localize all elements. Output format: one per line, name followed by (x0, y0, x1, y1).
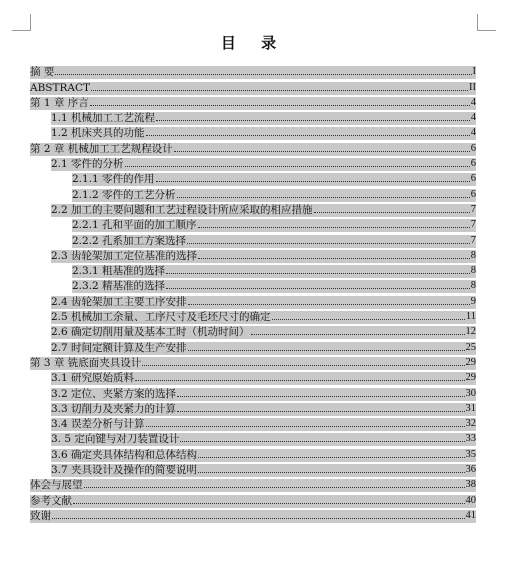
toc-page-number: 7 (470, 219, 476, 231)
toc-entry-title: 2.4 齿轮架加工主要工序安排 (51, 295, 187, 308)
toc-entry-field[interactable] (51, 388, 476, 401)
toc-dot-leader (187, 242, 470, 244)
toc-dot-leader (142, 364, 464, 366)
toc-entry[interactable] (30, 401, 476, 416)
toc-entry-field[interactable] (51, 403, 476, 416)
toc-entry[interactable] (30, 431, 476, 446)
toc-entry-field[interactable] (51, 372, 476, 385)
toc-entry[interactable] (30, 110, 476, 125)
page-corner-mark-left (12, 14, 31, 31)
toc-entry-field[interactable] (30, 495, 476, 508)
toc-entry-title: 第 2 章 机械加工工艺规程设计 (30, 142, 173, 155)
toc-entry[interactable] (30, 492, 476, 507)
toc-dot-leader (156, 180, 470, 182)
toc-page-number: 6 (470, 158, 476, 170)
toc-entry[interactable] (30, 370, 476, 385)
toc-entry[interactable] (30, 171, 476, 186)
toc-page-number: 40 (465, 494, 476, 506)
toc-entry-title: 3. 5 定向键与对刀装置设计 (51, 433, 180, 446)
toc-entry[interactable] (30, 508, 476, 523)
toc-entry-field[interactable] (51, 250, 476, 263)
table-of-contents (30, 64, 476, 523)
toc-page-number: 30 (465, 387, 476, 399)
toc-entry-title: 1.2 机床夹具的功能 (51, 127, 145, 140)
toc-entry-title: 3.6 确定夹具体结构和总体结构 (51, 448, 198, 461)
toc-entry[interactable] (30, 202, 476, 217)
toc-page-number: 36 (465, 464, 476, 476)
toc-entry-field[interactable] (72, 219, 476, 232)
toc-entry-field[interactable] (51, 204, 476, 217)
toc-entry[interactable] (30, 278, 476, 293)
toc-page-number: 31 (465, 402, 476, 414)
toc-dot-leader (272, 318, 465, 320)
toc-dot-leader (174, 150, 470, 152)
toc-entry-field[interactable] (30, 143, 476, 156)
toc-entry[interactable] (30, 339, 476, 354)
toc-entry[interactable] (30, 309, 476, 324)
toc-entry-field[interactable] (72, 235, 476, 248)
toc-entry[interactable] (30, 95, 476, 110)
toc-entry-field[interactable] (30, 357, 476, 370)
toc-entry-title: 2.7 时间定额计算及生产安排 (51, 341, 187, 354)
toc-page-number: 12 (465, 326, 476, 338)
toc-dot-leader (314, 211, 470, 213)
toc-entry-field[interactable] (51, 464, 476, 477)
toc-page-number: 32 (465, 418, 476, 430)
toc-entry[interactable] (30, 477, 476, 492)
toc-entry-title: 2.2 加工的主要问题和工艺过程设计所应采取的相应措施 (51, 203, 313, 216)
toc-entry[interactable] (30, 79, 476, 94)
toc-dot-leader (84, 486, 465, 488)
toc-dot-leader (135, 379, 464, 381)
toc-dot-leader (188, 349, 465, 351)
toc-entry-field[interactable] (51, 342, 476, 355)
toc-entry-field[interactable] (72, 280, 476, 293)
toc-entry-title: 2.2.2 孔系加工方案选择 (72, 234, 187, 247)
toc-dot-leader (177, 410, 464, 412)
toc-dot-leader (251, 333, 465, 335)
toc-entry-title: 3.1 研究原始质料 (51, 372, 135, 385)
toc-entry[interactable] (30, 232, 476, 247)
toc-entry[interactable] (30, 462, 476, 477)
toc-entry-title: 1.1 机械加工工艺流程 (51, 112, 156, 125)
toc-page-number: 6 (470, 173, 476, 185)
toc-entry-title: 2.1.2 零件的工艺分析 (72, 188, 176, 201)
toc-entry-title: ABSTRACT (30, 81, 91, 94)
toc-entry[interactable] (30, 217, 476, 232)
toc-entry-field[interactable] (51, 326, 476, 339)
toc-dot-leader (55, 73, 471, 75)
toc-dot-leader (146, 425, 465, 427)
toc-entry[interactable] (30, 416, 476, 431)
toc-dot-leader (177, 395, 464, 397)
toc-entry-field[interactable] (51, 158, 476, 171)
toc-dot-leader (198, 456, 464, 458)
toc-dot-leader (166, 272, 470, 274)
toc-entry-field[interactable] (51, 418, 476, 431)
toc-page-number: 11 (465, 311, 476, 323)
page-corner-mark-right (477, 14, 496, 31)
toc-entry-title: 2.1.1 零件的作用 (72, 173, 155, 186)
toc-page-number: 4 (470, 127, 476, 139)
toc-entry[interactable] (30, 140, 476, 155)
toc-dot-leader (52, 517, 465, 519)
toc-dot-leader (73, 502, 465, 504)
toc-entry-field[interactable] (51, 112, 476, 125)
toc-dot-leader (166, 287, 470, 289)
toc-dot-leader (125, 165, 470, 167)
toc-entry-title: 3.7 夹具设计及操作的简要说明 (51, 464, 198, 477)
toc-entry-title: 第 3 章 铣底面夹具设计 (30, 356, 142, 369)
toc-dot-leader (180, 440, 464, 442)
toc-entry-field[interactable] (72, 189, 476, 202)
toc-page-number: 29 (465, 356, 476, 368)
toc-entry-title: 2.6 确定切削用量及基本工时（机动时间） (51, 326, 250, 339)
toc-entry-field[interactable] (30, 510, 476, 523)
toc-entry-title: 2.2.1 孔和平面的加工顺序 (72, 219, 197, 232)
toc-page-number: 8 (470, 280, 476, 292)
toc-entry-field[interactable] (51, 296, 476, 309)
toc-entry-field[interactable] (72, 265, 476, 278)
toc-page-number: 25 (465, 341, 476, 353)
toc-page-number: 4 (470, 112, 476, 124)
toc-entry[interactable] (30, 263, 476, 278)
toc-entry[interactable] (30, 64, 476, 79)
toc-entry-title: 3.2 定位、夹紧方案的选择 (51, 387, 177, 400)
toc-page-number: 29 (465, 372, 476, 384)
toc-dot-leader (156, 119, 470, 121)
toc-entry-field[interactable] (30, 479, 476, 492)
toc-page-number: 8 (470, 265, 476, 277)
toc-dot-leader (198, 471, 464, 473)
toc-dot-leader (146, 134, 470, 136)
toc-dot-leader (198, 226, 470, 228)
toc-entry[interactable] (30, 293, 476, 308)
toc-entry-field[interactable] (51, 127, 476, 140)
toc-entry[interactable] (30, 355, 476, 370)
toc-page-number: 8 (470, 249, 476, 261)
toc-entry[interactable] (30, 446, 476, 461)
toc-dot-leader (90, 104, 470, 106)
toc-entry-title: 2.3.1 粗基准的选择 (72, 265, 166, 278)
toc-entry-field[interactable] (51, 449, 476, 462)
toc-entry[interactable] (30, 385, 476, 400)
toc-title: 目 录 (220, 34, 287, 52)
toc-entry-field[interactable] (51, 311, 476, 324)
toc-entry[interactable] (30, 156, 476, 171)
toc-entry[interactable] (30, 248, 476, 263)
toc-page-number: 33 (465, 433, 476, 445)
toc-page-number: I (472, 66, 476, 78)
toc-entry-title: 第 1 章 序言 (30, 96, 89, 109)
toc-entry-field[interactable] (30, 82, 476, 95)
toc-dot-leader (91, 89, 468, 91)
toc-entry-field[interactable] (30, 66, 476, 79)
toc-page-number: 9 (470, 295, 476, 307)
toc-entry-title: 3.4 误差分析与计算 (51, 418, 145, 431)
toc-dot-leader (198, 257, 470, 259)
toc-entry-title: 2.1 零件的分析 (51, 158, 124, 171)
toc-page-number: 6 (470, 142, 476, 154)
toc-page-number: 35 (465, 448, 476, 460)
toc-entry-title: 致谢 (30, 509, 51, 522)
toc-dot-leader (177, 196, 470, 198)
toc-entry-field[interactable] (72, 173, 476, 186)
toc-entry-field[interactable] (51, 433, 476, 446)
toc-entry-title: 2.5 机械加工余量、工序尺寸及毛坯尺寸的确定 (51, 311, 271, 324)
toc-entry[interactable] (30, 186, 476, 201)
toc-entry-title: 摘 要 (30, 66, 55, 79)
toc-entry-title: 2.3.2 精基准的选择 (72, 280, 166, 293)
toc-entry-field[interactable] (30, 97, 476, 110)
toc-entry-title: 参考文献 (30, 494, 72, 507)
toc-entry-title: 2.3 齿轮架加工定位基准的选择 (51, 249, 198, 262)
toc-page-number: 4 (470, 96, 476, 108)
toc-page-number: 7 (470, 234, 476, 246)
toc-page-number: 41 (465, 509, 476, 521)
toc-page-number: 6 (470, 188, 476, 200)
toc-entry-title: 体会与展望 (30, 479, 83, 492)
toc-dot-leader (188, 303, 470, 305)
toc-entry-title: 3.3 切削力及夹紧力的计算 (51, 402, 177, 415)
toc-entry[interactable] (30, 125, 476, 140)
toc-page-number: 38 (465, 479, 476, 491)
toc-entry[interactable] (30, 324, 476, 339)
toc-page-number: II (469, 81, 476, 93)
toc-page-number: 7 (470, 203, 476, 215)
